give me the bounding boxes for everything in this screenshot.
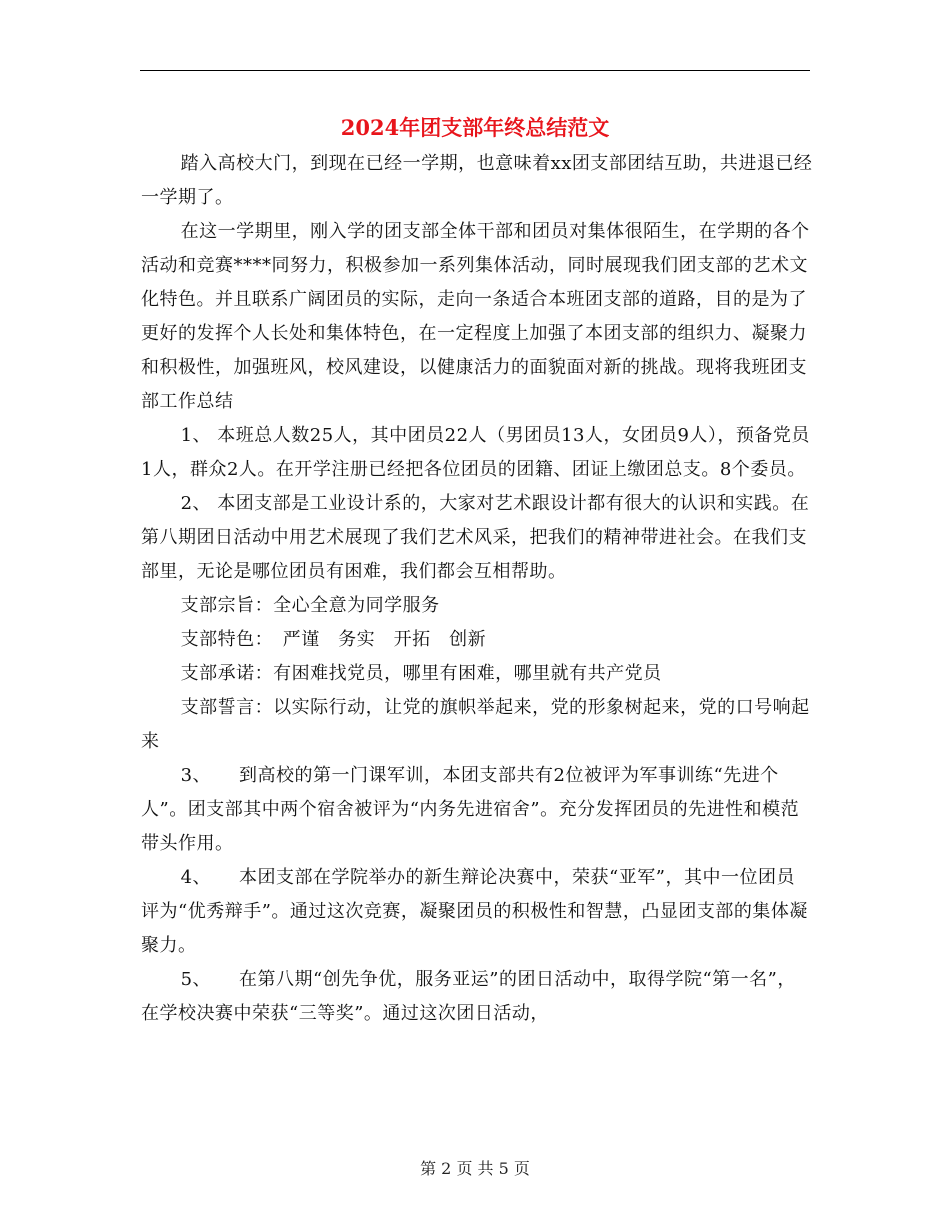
document-body [141,147,813,1031]
paragraph-oath: 支部誓言：以实际行动，让党的旗帜举起来，党的形象树起来，党的口号响起来 [141,697,810,752]
paragraph-item-2: 2、 本团支部是工业设计系的，大家对艺术跟设计都有很大的认识和实践。在第八期团日活动中用艺术展现了我们艺术风采，把我们的精神带进社会。在我们支部里，无论是哪位团员有困难，我们都会互相帮助。 [141,493,810,582]
paragraph-promise: 支部承诺：有困难找党员，哪里有困难，哪里就有共产党员 [180,663,662,684]
paragraph-item-5: 5、 在第八期“创先争优，服务亚运”的团日活动中，取得学院“第一名”，在学校决赛中荣获“三等奖”。通过这次团日活动， [141,969,796,1024]
paragraph-overview: 在这一学期里，刚入学的团支部全体干部和团员对集体很陌生，在学期的各个活动和竞赛****同努力，积极参加一系列集体活动，同时展现我们团支部的艺术文化特色。并且联系广阔团员的实际，走向一条适合本班团支部的道路，目的是为了更好的发挥个人长处和集体特色，在一定程度上加强了本团支部的组织力、凝聚力和积极性，加强班风，校风建设，以健康活力的面貌面对新的挑战。现将我班团支部工作总结 [141,221,810,412]
document-title: 2024年团支部年终总结范文 [340,115,610,140]
paragraph-intro: 踏入高校大门，到现在已经一学期，也意味着xx团支部团结互助，共进退已经一学期了。 [141,153,813,208]
paragraph-purpose: 支部宗旨：全心全意为同学服务 [180,595,440,616]
page-footer: 第 2 页 共 5 页 [420,1159,530,1178]
paragraph-item-4: 4、 本团支部在学院举办的新生辩论决赛中，荣获“亚军”，其中一位团员评为“优秀辩手”。通过这次竞赛，凝聚团员的积极性和智慧，凸显团支部的集体凝聚力。 [141,867,808,956]
paragraph-item-3: 3、 到高校的第一门课军训，本团支部共有2位被评为军事训练“先进个人”。团支部其中两个宿舍被评为“内务先进宿舍”。充分发挥团员的先进性和模范带头作用。 [141,765,800,854]
paragraph-features: 支部特色： 严谨 务实 开拓 创新 [180,629,487,650]
header-rule [140,70,810,71]
paragraph-item-1: 1、 本班总人数25人，其中团员22人（男团员13人，女团员9人），预备党员1人，群众2人。在开学注册已经把各位团员的团籍、团证上缴团总支。8个委员。 [141,425,810,480]
